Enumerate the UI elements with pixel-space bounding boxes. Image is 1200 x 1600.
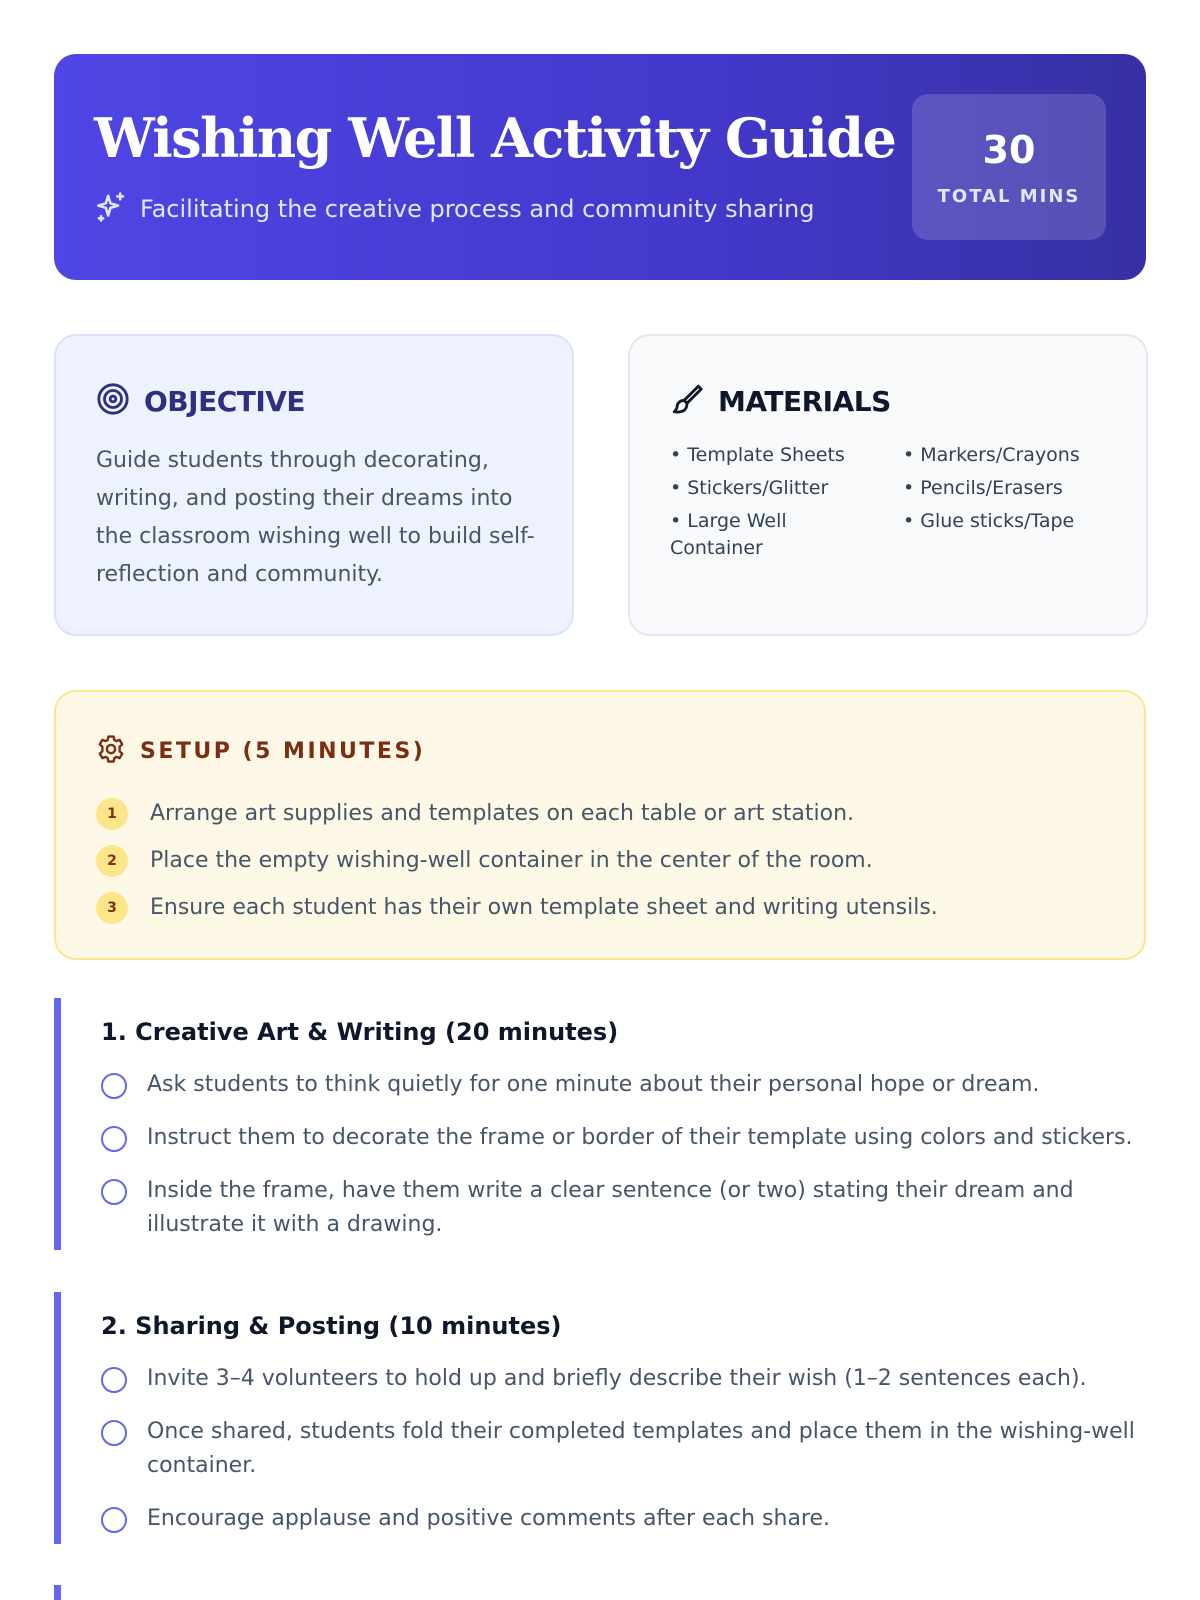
task-list: [101, 1068, 1141, 1261]
header-subtitle-row: [94, 190, 814, 228]
gear-icon: [96, 734, 126, 768]
task-text: Invite 3–4 volunteers to hold up and briefly describe their wish (1–2 sentences each).: [147, 1366, 1087, 1391]
setup-step: [96, 884, 938, 931]
setup-steps: [96, 790, 938, 931]
materials-title: MATERIALS: [718, 384, 891, 418]
materials-header: [670, 382, 891, 420]
objective-header: [96, 382, 305, 420]
materials-card: [628, 334, 1148, 636]
phase-next-section-border: [54, 1585, 1146, 1600]
task-text: Encourage applause and positive comments after each share.: [147, 1506, 831, 1531]
material-item: • Pencils/Erasers: [903, 477, 1063, 499]
circle-checkbox-icon[interactable]: [101, 1179, 127, 1205]
step-text: Place the empty wishing-well container in the center of the room.: [150, 848, 873, 873]
task-text: Ask students to think quietly for one minute about their personal hope or dream.: [147, 1072, 1040, 1097]
setup-section: [54, 690, 1146, 960]
page-subtitle: Facilitating the creative process and community sharing: [140, 195, 815, 223]
task-text: Instruct them to decorate the frame or border of their template using colors and stickers.: [147, 1125, 1133, 1150]
task-text: Once shared, students fold their completed templates and place them in the wishing-well container.: [147, 1419, 1135, 1478]
material-item: • Markers/Crayons: [903, 444, 1080, 466]
task-item: [101, 1502, 1141, 1536]
material-item: • Template Sheets: [670, 444, 845, 466]
material-item: • Glue sticks/Tape: [903, 510, 1075, 532]
phase-title: 1. Creative Art & Writing (20 minutes): [101, 1018, 619, 1046]
step-number-badge: 2: [96, 845, 128, 877]
circle-checkbox-icon[interactable]: [101, 1126, 127, 1152]
phase-sharing-posting: [54, 1292, 1146, 1544]
step-text: Ensure each student has their own template sheet and writing utensils.: [150, 895, 938, 920]
target-icon: [96, 382, 130, 420]
brush-icon: [670, 382, 704, 420]
task-item: [101, 1174, 1141, 1242]
task-item: [101, 1362, 1141, 1396]
objective-text: Guide students through decorating, writing, and posting their dreams into the classroom wishing well to build self-reflection and community.: [96, 448, 535, 587]
step-number-badge: 3: [96, 892, 128, 924]
task-item: [101, 1121, 1141, 1155]
task-item: [101, 1068, 1141, 1102]
setup-step: [96, 790, 938, 837]
step-text: Arrange art supplies and templates on each table or art station.: [150, 801, 855, 826]
materials-column-1: [670, 442, 883, 568]
task-list: [101, 1362, 1141, 1555]
total-duration-value: 30: [982, 127, 1036, 172]
phase-title: 2. Sharing & Posting (10 minutes): [101, 1312, 562, 1340]
setup-title: SETUP (5 MINUTES): [140, 738, 426, 764]
circle-checkbox-icon[interactable]: [101, 1073, 127, 1099]
circle-checkbox-icon[interactable]: [101, 1367, 127, 1393]
task-text: Inside the frame, have them write a clear sentence (or two) stating their dream and illustrate it with a drawing.: [147, 1178, 1074, 1237]
total-duration-label: TOTAL MINS: [937, 185, 1081, 207]
objective-title: OBJECTIVE: [144, 384, 306, 418]
phase-creative-art: [54, 998, 1146, 1250]
header-banner: [54, 54, 1146, 280]
objective-card: [54, 334, 574, 636]
task-item: [101, 1415, 1141, 1483]
step-number-badge: 1: [96, 798, 128, 830]
material-item: • Large Well Container: [670, 510, 787, 559]
sparkles-icon: [94, 190, 128, 228]
material-item: • Stickers/Glitter: [670, 477, 829, 499]
setup-header: [96, 734, 425, 768]
circle-checkbox-icon[interactable]: [101, 1420, 127, 1446]
page-title: Wishing Well Activity Guide: [94, 106, 896, 170]
total-duration-box: [912, 94, 1106, 240]
setup-step: [96, 837, 938, 884]
materials-list: [670, 442, 1116, 568]
materials-column-2: [903, 442, 1116, 568]
circle-checkbox-icon[interactable]: [101, 1507, 127, 1533]
